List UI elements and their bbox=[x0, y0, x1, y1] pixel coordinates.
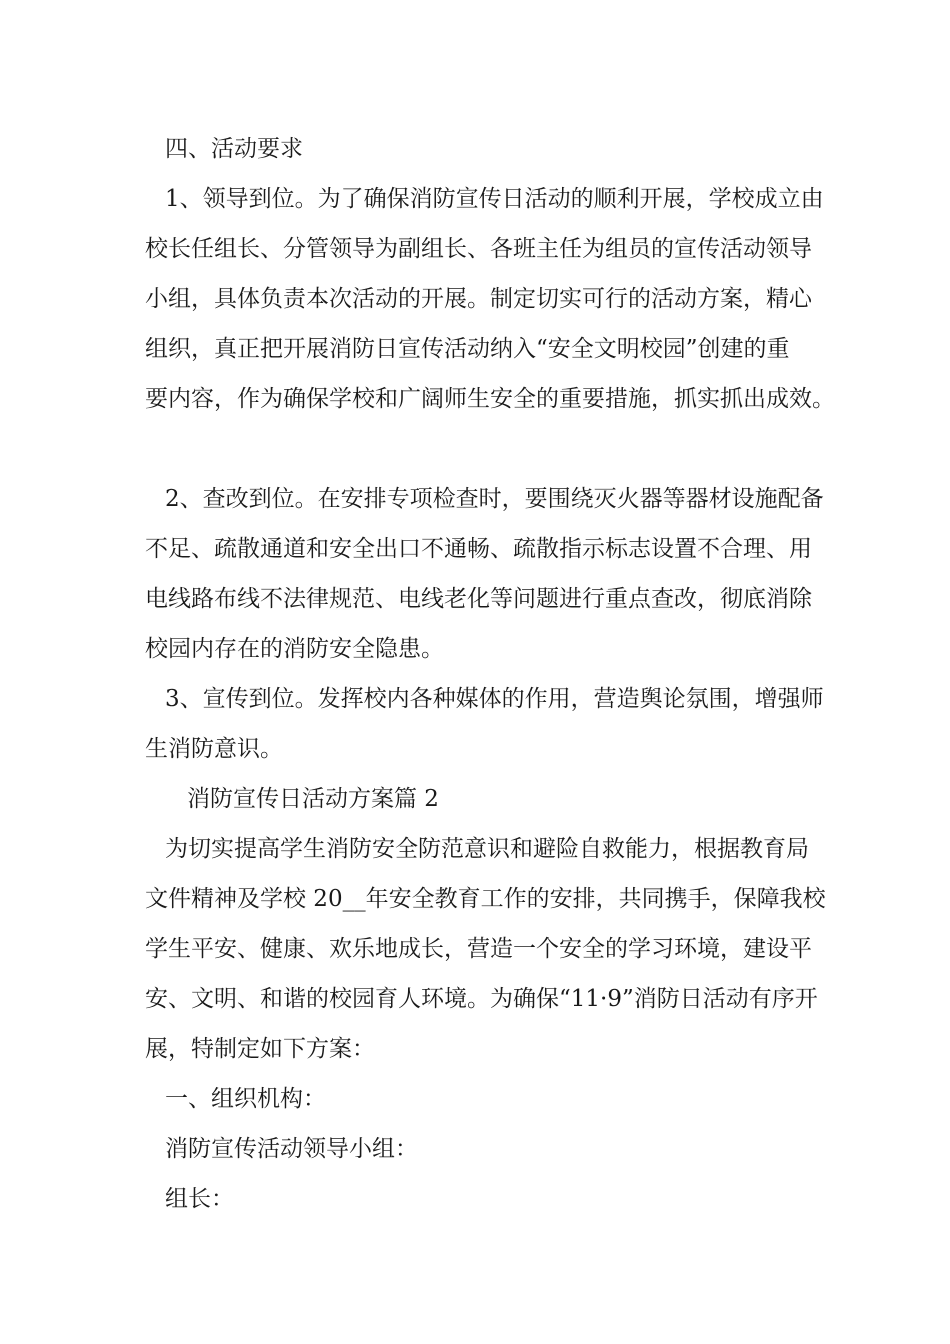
paragraph-line: 文件精神及学校 20__年安全教育工作的安排，共同携手，保障我校 bbox=[145, 886, 826, 912]
paragraph-line: 要内容，作为确保学校和广阔师生安全的重要措施，抓实抓出成效。 bbox=[145, 386, 835, 412]
section-heading-activity-requirements: 四、活动要求 bbox=[165, 136, 303, 162]
paragraph-line: 2、查改到位。在安排专项检查时，要围绕灭火器等器材设施配备 bbox=[165, 486, 824, 512]
article-title: 消防宣传日活动方案篇 2 bbox=[187, 786, 439, 812]
paragraph-line: 学生平安、健康、欢乐地成长，营造一个安全的学习环境，建设平 bbox=[145, 936, 812, 962]
paragraph-line: 校园内存在的消防安全隐患。 bbox=[145, 636, 444, 662]
paragraph-line: 组长： bbox=[165, 1186, 234, 1212]
paragraph-line: 安、文明、和谐的校园育人环境。为确保“11·9”消防日活动有序开 bbox=[145, 986, 818, 1012]
paragraph-line: 生消防意识。 bbox=[145, 736, 283, 762]
paragraph-line: 不足、疏散通道和安全出口不通畅、疏散指示标志设置不合理、用 bbox=[145, 536, 812, 562]
paragraph-line: 消防宣传活动领导小组： bbox=[165, 1136, 418, 1162]
section-heading-organization: 一、组织机构： bbox=[165, 1086, 326, 1112]
paragraph-line: 为切实提高学生消防安全防范意识和避险自救能力，根据教育局 bbox=[165, 836, 809, 862]
paragraph-line: 组织，真正把开展消防日宣传活动纳入“安全文明校园”创建的重 bbox=[145, 336, 790, 362]
paragraph-line: 展，特制定如下方案： bbox=[145, 1036, 375, 1062]
paragraph-line: 1、领导到位。为了确保消防宣传日活动的顺利开展，学校成立由 bbox=[165, 186, 824, 212]
paragraph-line: 3、宣传到位。发挥校内各种媒体的作用，营造舆论氛围，增强师 bbox=[165, 686, 824, 712]
paragraph-line: 电线路布线不法律规范、电线老化等问题进行重点查改，彻底消除 bbox=[145, 586, 812, 612]
paragraph-line: 小组，具体负责本次活动的开展。制定切实可行的活动方案，精心 bbox=[145, 286, 812, 312]
paragraph-line: 校长任组长、分管领导为副组长、各班主任为组员的宣传活动领导 bbox=[145, 236, 812, 262]
